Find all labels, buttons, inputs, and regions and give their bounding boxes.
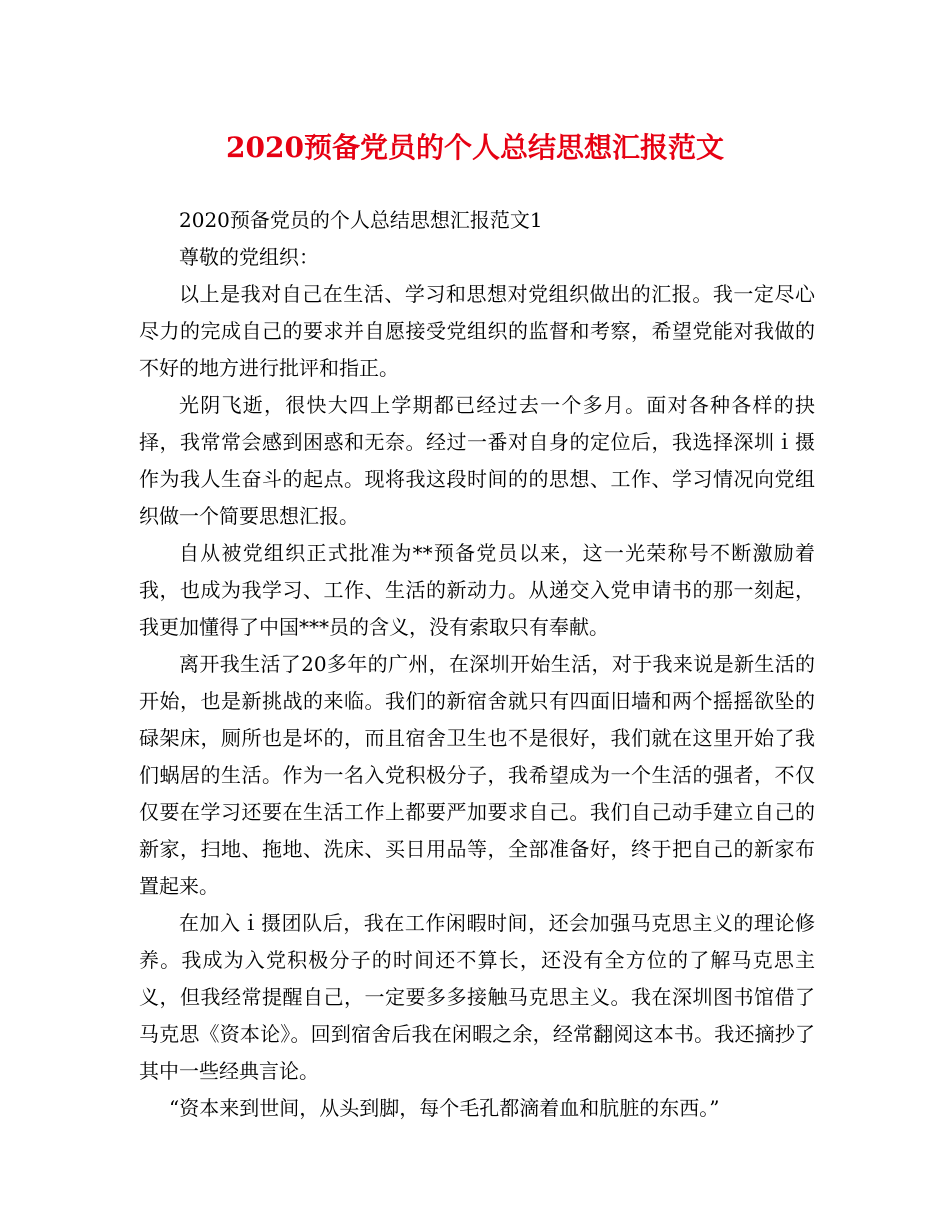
document-body xyxy=(139,202,815,1127)
document-title: 2020预备党员的个人总结思想汇报范文 xyxy=(226,131,724,164)
paragraph-3: 自从被党组织正式批准为**预备党员以来，这一光荣称号不断激励着我，也成为我学习、工作、生活的新动力。从递交入党申请书的那一刻起，我更加懂得了中国***员的含义，没有索取只有奉献。 xyxy=(139,541,815,639)
quote-line: “资本来到世间，从头到脚，每个毛孔都滴着血和肮脏的东西。” xyxy=(169,1096,720,1120)
document-subtitle: 2020预备党员的个人总结思想汇报范文1 xyxy=(179,208,543,232)
paragraph-1: 以上是我对自己在生活、学习和思想对党组织做出的汇报。我一定尽心尽力的完成自己的要求并自愿接受党组织的监督和考察，希望党能对我做的不好的地方进行批评和指正。 xyxy=(139,282,815,380)
paragraph-4: 离开我生活了20多年的广州，在深圳开始生活，对于我来说是新生活的开始，也是新挑战的来临。我们的新宿舍就只有四面旧墙和两个摇摇欲坠的碌架床，厕所也是坏的，而且宿舍卫生也不是很好，我们就在这里开始了我们蜗居的生活。作为一名入党积极分子，我希望成为一个生活的强者，不仅仅要在学习还要在生活工作上都要严加要求自己。我们自己动手建立自己的新家，扫地、拖地、洗床、买日用品等，全部准备好，终于把自己的新家布置起来。 xyxy=(139,652,815,898)
salutation: 尊敬的党组织： xyxy=(179,245,319,269)
paragraph-5: 在加入ｉ摄团队后，我在工作闲暇时间，还会加强马克思主义的理论修养。我成为入党积极分子的时间还不算长，还没有全方位的了解马克思主义，但我经常提醒自己，一定要多多接触马克思主义。我在深圳图书馆借了马克思《资本论》。回到宿舍后我在闲暇之余，经常翻阅这本书。我还摘抄了其中一些经典言论。 xyxy=(139,911,815,1083)
paragraph-2: 光阴飞逝，很快大四上学期都已经过去一个多月。面对各种各样的抉择，我常常会感到困惑和无奈。经过一番对自身的定位后，我选择深圳ｉ摄作为我人生奋斗的起点。现将我这段时间的的思想、工作、学习情况向党组织做一个简要思想汇报。 xyxy=(139,393,815,528)
